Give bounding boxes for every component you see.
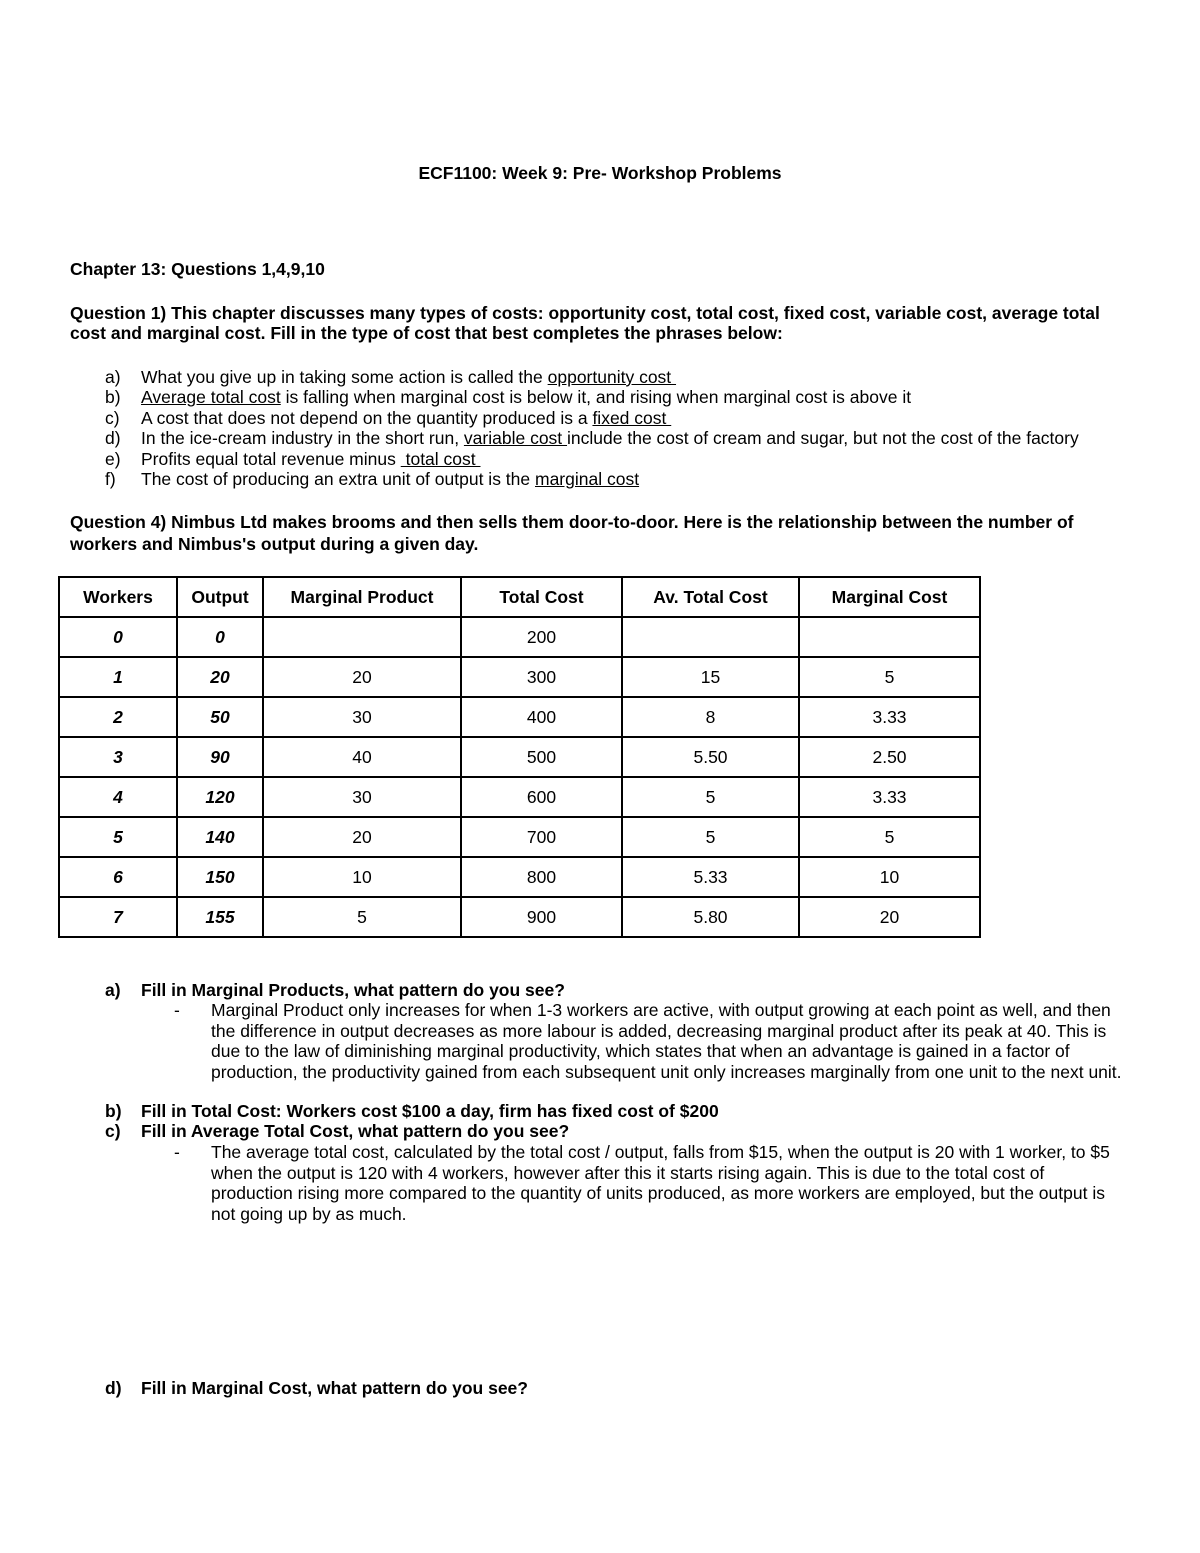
part-b-label: b): [105, 1101, 122, 1121]
cell-total-cost: 800: [461, 857, 622, 897]
question-4-line-2: workers and Nimbus's output during a given day.: [70, 534, 479, 554]
cell-workers: 2: [59, 697, 177, 737]
cell-output: 0: [177, 617, 263, 657]
cell-workers: 7: [59, 897, 177, 937]
item-answer: variable cost: [463, 428, 568, 448]
cell-workers: 0: [59, 617, 177, 657]
item-text: [141, 428, 1079, 449]
part-c-question: Fill in Average Total Cost, what pattern do you see?: [141, 1121, 570, 1141]
cell-output: 120: [177, 777, 263, 817]
part-b-question: Fill in Total Cost: Workers cost $100 a day, firm has fixed cost of $200: [141, 1101, 719, 1121]
question-4-line-1: Question 4) Nimbus Ltd makes brooms and then sells them door-to-door. Here is the relationship between the number of: [70, 512, 1074, 532]
part-c-dash: -: [174, 1142, 180, 1162]
item-pre-text: A cost that does not depend on the quantity produced is a: [141, 408, 593, 428]
cell-marginal-product: [263, 617, 461, 657]
cell-workers: 6: [59, 857, 177, 897]
part-a-answer: Marginal Product only increases for when 1-3 workers are active, with output growing at each point as well, and then the difference in output decreases as more labour is added, decreasing marginal product after its peak at 40. This is due to the law of diminishing marginal productivity, which states that when an advantage is gained in a factor of production, the productivity gained from each subsequent unit only increases marginally from one unit to the next unit.: [211, 1000, 1122, 1082]
header-marginal-cost: Marginal Cost: [799, 577, 980, 617]
item-text: [141, 469, 639, 490]
table-row: [59, 857, 980, 897]
header-workers: Workers: [59, 577, 177, 617]
cell-total-cost: 400: [461, 697, 622, 737]
item-pre-text: What you give up in taking some action is called the: [141, 367, 548, 387]
page-title: ECF1100: Week 9: Pre- Workshop Problems: [418, 163, 782, 183]
table-header-row: [59, 577, 980, 617]
cell-workers: 3: [59, 737, 177, 777]
part-c-label: c): [105, 1121, 121, 1141]
cell-av-total-cost: 5.80: [622, 897, 799, 937]
workers-output-cost-table: [58, 576, 981, 938]
table-row: [59, 817, 980, 857]
cell-workers: 5: [59, 817, 177, 857]
part-a-label: a): [105, 980, 121, 1000]
part-a-question: Fill in Marginal Products, what pattern do you see?: [141, 980, 565, 1000]
item-answer: Average total cost: [141, 387, 281, 407]
item-label: f): [105, 469, 116, 489]
item-post-text: is falling when marginal cost is below it, and rising when marginal cost is above it: [280, 387, 912, 407]
cell-output: 90: [177, 737, 263, 777]
cell-marginal-cost: [799, 617, 980, 657]
item-label: b): [105, 387, 121, 407]
cell-av-total-cost: 5: [622, 777, 799, 817]
cell-total-cost: 600: [461, 777, 622, 817]
cell-marginal-product: 10: [263, 857, 461, 897]
item-post-text: include the cost of cream and sugar, but not the cost of the factory: [567, 428, 1079, 448]
cell-av-total-cost: 5.50: [622, 737, 799, 777]
cell-workers: 1: [59, 657, 177, 697]
item-answer: opportunity cost: [547, 367, 677, 387]
cell-marginal-product: 30: [263, 697, 461, 737]
item-answer: total cost: [400, 449, 481, 469]
cell-av-total-cost: [622, 617, 799, 657]
cell-output: 50: [177, 697, 263, 737]
cell-av-total-cost: 8: [622, 697, 799, 737]
item-pre-text: Profits equal total revenue minus: [141, 449, 401, 469]
cell-marginal-product: 30: [263, 777, 461, 817]
cell-total-cost: 500: [461, 737, 622, 777]
table-row: [59, 657, 980, 697]
cell-workers: 4: [59, 777, 177, 817]
cell-marginal-cost: 3.33: [799, 777, 980, 817]
cell-total-cost: 900: [461, 897, 622, 937]
item-label: d): [105, 428, 121, 448]
table-row: [59, 777, 980, 817]
item-pre-text: The cost of producing an extra unit of output is the: [141, 469, 535, 489]
part-d-label: d): [105, 1378, 122, 1398]
header-av-total-cost: Av. Total Cost: [622, 577, 799, 617]
part-a-dash: -: [174, 1000, 180, 1020]
header-total-cost: Total Cost: [461, 577, 622, 617]
table-row: [59, 897, 980, 937]
chapter-heading: Chapter 13: Questions 1,4,9,10: [70, 259, 325, 279]
cell-output: 155: [177, 897, 263, 937]
part-c-answer: The average total cost, calculated by the total cost / output, falls from $15, when the output is 20 with 1 worker, to $5 when the output is 120 with 4 workers, however after this it starts rising again. This is due to the total cost of production rising more compared to the quantity of units produced, as more workers are employed, but the output is not going up by as much.: [211, 1142, 1110, 1224]
cell-marginal-product: 20: [263, 817, 461, 857]
part-d-question: Fill in Marginal Cost, what pattern do you see?: [141, 1378, 528, 1398]
cell-marginal-cost: 5: [799, 817, 980, 857]
cell-total-cost: 200: [461, 617, 622, 657]
table-row: [59, 617, 980, 657]
cell-av-total-cost: 5: [622, 817, 799, 857]
item-text: [141, 408, 671, 429]
item-pre-text: In the ice-cream industry in the short run,: [141, 428, 464, 448]
item-text: [141, 387, 911, 408]
cell-marginal-cost: 2.50: [799, 737, 980, 777]
header-output: Output: [177, 577, 263, 617]
question-1-line-2: cost and marginal cost. Fill in the type of cost that best completes the phrases below:: [70, 323, 783, 343]
cell-output: 140: [177, 817, 263, 857]
cell-av-total-cost: 15: [622, 657, 799, 697]
item-label: c): [105, 408, 120, 428]
item-text: [141, 367, 676, 388]
cell-total-cost: 300: [461, 657, 622, 697]
cell-marginal-product: 5: [263, 897, 461, 937]
table-row: [59, 697, 980, 737]
header-marginal-product: Marginal Product: [263, 577, 461, 617]
cell-marginal-product: 20: [263, 657, 461, 697]
cell-marginal-cost: 3.33: [799, 697, 980, 737]
item-label: e): [105, 449, 121, 469]
cell-av-total-cost: 5.33: [622, 857, 799, 897]
table-row: [59, 737, 980, 777]
cell-marginal-cost: 10: [799, 857, 980, 897]
cell-marginal-cost: 5: [799, 657, 980, 697]
cell-total-cost: 700: [461, 817, 622, 857]
cell-marginal-cost: 20: [799, 897, 980, 937]
cell-marginal-product: 40: [263, 737, 461, 777]
item-label: a): [105, 367, 121, 387]
item-answer: marginal cost: [535, 469, 640, 489]
cell-output: 150: [177, 857, 263, 897]
question-1-line-1: Question 1) This chapter discusses many types of costs: opportunity cost, total cost, fixed cost, variable cost, average total: [70, 303, 1100, 323]
item-answer: fixed cost: [592, 408, 672, 428]
cell-output: 20: [177, 657, 263, 697]
item-text: [141, 449, 481, 470]
